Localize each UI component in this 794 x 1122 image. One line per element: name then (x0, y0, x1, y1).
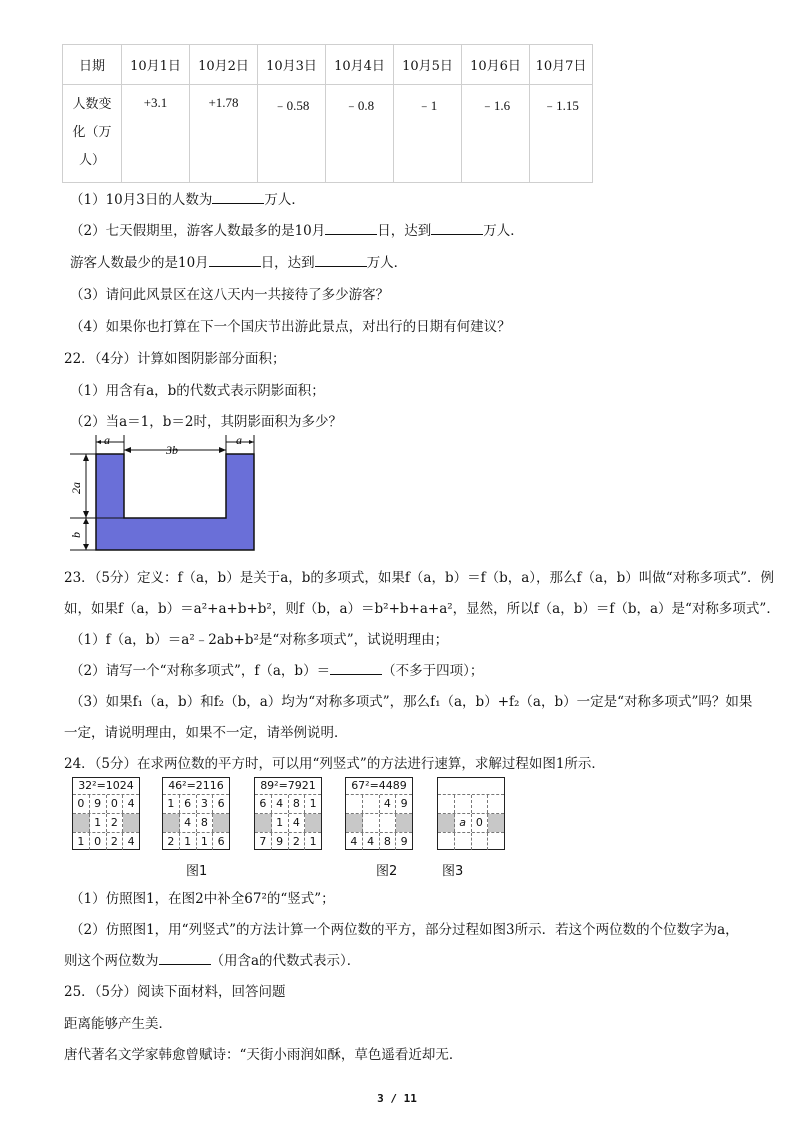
table-header: 10月5日 (394, 45, 462, 85)
grid-cell (472, 795, 489, 813)
grid-cell: 0 (107, 795, 124, 813)
q24-part2-cont (64, 949, 360, 969)
text: 则这个两位数为 (64, 953, 159, 969)
text: 日，达到 (260, 255, 315, 271)
grid-cell: 1 (309, 835, 317, 848)
answer-blank (212, 189, 264, 204)
table-cell: +1.78 (190, 85, 258, 183)
visitor-change-table (62, 44, 593, 183)
row-label-line: 人） (78, 153, 105, 168)
grid-cell: 8 (197, 814, 214, 832)
q22-title: 22．（4分）计算如图阴影部分面积； (64, 351, 286, 367)
text: （1）10月3日的人数为 (70, 192, 213, 208)
grid-row (73, 833, 139, 850)
grid-title: 32²=1024 (73, 778, 139, 795)
label-a-left: a (104, 433, 110, 447)
grid-cell: 0 (90, 833, 107, 850)
answer-blank (159, 950, 211, 965)
grid-cell: 1 (309, 797, 317, 810)
q23-line1: 23．（5分）定义：f（a，b）是关于a，b的多项式，如果f（a，b）＝f（b，a），那么f（a，b）叫做“对称多项式”．例 (64, 570, 775, 586)
table-header: 日期 (63, 45, 122, 85)
text: 日，达到 (377, 223, 432, 239)
text: （2）七天假期里，游客人数最多的是10月 (70, 223, 326, 239)
grid-cell: 4 (363, 833, 380, 850)
q22-part1: （1）用含有a，b的代数式表示阴影面积； (70, 383, 325, 399)
label-3b: 3b (166, 443, 178, 457)
table-header: 10月1日 (122, 45, 190, 85)
text: 万人． (264, 192, 305, 208)
q21-part2 (70, 219, 524, 239)
grid-cell (438, 795, 455, 813)
grid-cell: 7 (255, 833, 272, 850)
q25-line1: 距离能够产生美． (64, 1016, 172, 1032)
grid-cell (396, 814, 412, 832)
grid-cell: 4 (180, 814, 197, 832)
table-cell: ﹣0.8 (326, 85, 394, 183)
grid-row (73, 795, 139, 814)
text: 游客人数最少的是10月 (70, 255, 209, 271)
answer-blank (315, 252, 367, 267)
answer-blank (330, 660, 382, 675)
grid-title (438, 778, 504, 795)
vertical-grid (254, 777, 322, 850)
q22-part2: （2）当a＝1，b＝2时，其阴影面积为多少？ (70, 414, 342, 430)
grid-cell: 3 (197, 795, 214, 813)
grid-cell: 1 (197, 833, 214, 850)
vertical-grid (437, 777, 505, 850)
grid-cell: 1 (180, 833, 197, 850)
grid-cell: 0 (73, 795, 90, 813)
grid-cell: 4 (380, 795, 397, 813)
row-label-line: 化（万 (72, 125, 112, 140)
grid-cell (305, 814, 321, 832)
grid-cell (472, 833, 489, 850)
grid-cell (346, 814, 363, 832)
label-a-right: a (236, 433, 242, 447)
grid-cell: 1 (90, 814, 107, 832)
grid-cell: 2 (163, 833, 180, 850)
answer-blank (325, 220, 377, 235)
grid-cell (488, 795, 504, 813)
grid-cell: 4 (127, 797, 135, 810)
vertical-grid (345, 777, 413, 850)
q21-part4: （4）如果你也打算在下一个国庆节出游此景点，对出行的日期有何建议？ (70, 319, 511, 335)
row-label-line: 人数变 (72, 97, 112, 112)
q23-line2: 如，如果f（a，b）＝a²+a+b+b²，则f（b，a）＝b²+b+a+a²，显然，所以f（a，b）＝f（b，a）是“对称多项式”． (64, 601, 780, 617)
table-header: 10月2日 (190, 45, 258, 85)
table-cell: ﹣1 (394, 85, 462, 183)
grid-row (163, 795, 229, 814)
grid-title: 89²=7921 (255, 778, 321, 795)
grid-cell: 6 (217, 797, 225, 810)
vertical-grid (162, 777, 230, 850)
answer-blank (209, 252, 261, 267)
grid-cell (123, 814, 139, 832)
grid-cell (255, 814, 272, 832)
grid-cell: 9 (400, 797, 408, 810)
grid-row (346, 833, 412, 850)
grid-cell: 8 (289, 795, 306, 813)
grid-row (438, 814, 504, 833)
grid-cell: 4 (346, 833, 363, 850)
q23-part2 (70, 659, 483, 679)
text: （2）请写一个“对称多项式”，f（a，b）＝ (70, 663, 331, 679)
q24-part2: （2）仿照图1，用“列竖式”的方法计算一个两位数的平方，部分过程如图3所示．若这个两位数的个位数字为a， (70, 922, 739, 938)
grid-cell: 6 (217, 835, 225, 848)
q24-title: 24．（5分）在求两位数的平方时，可以用“列竖式”的方法进行速算，求解过程如图1所示． (64, 756, 605, 772)
grid-cell: 8 (380, 833, 397, 850)
grid-cell: 9 (90, 795, 107, 813)
grid-cell: a (455, 814, 472, 832)
grid-cell: 1 (73, 833, 90, 850)
grid-cell: 6 (180, 795, 197, 813)
grid-cell (213, 814, 229, 832)
answer-blank (431, 220, 483, 235)
text: （不多于四项）； (382, 663, 484, 679)
text: 万人． (483, 223, 524, 239)
grid-cell: 1 (272, 814, 289, 832)
grid-cell (363, 814, 380, 832)
text: （用含a的代数式表示）． (210, 953, 361, 969)
shaded-region (96, 454, 254, 550)
table-header: 10月3日 (258, 45, 326, 85)
q24-part1: （1）仿照图1，在图2中补全67²的“竖式”； (70, 891, 335, 907)
q23-part3: （3）如果f₁（a，b）和f₂（b，a）均为“对称多项式”，那么f₁（a，b）+f₂（a，b）一定是“对称多项式”吗？如果 (70, 694, 753, 710)
q21-part1 (70, 188, 305, 208)
grid-row (163, 833, 229, 850)
q23-part3-cont: 一定，请说明理由，如果不一定，请举例说明． (64, 725, 348, 741)
label-2a: 2a (69, 482, 83, 494)
grid-cell (346, 795, 363, 813)
grid-cell: 6 (255, 795, 272, 813)
grid-title: 46²=2116 (163, 778, 229, 795)
q21-part3: （3）请问此风景区在这八天内一共接待了多少游客？ (70, 287, 390, 303)
grid-row (346, 814, 412, 833)
table-row-label (63, 85, 122, 183)
q25-line2: 唐代著名文学家韩愈曾赋诗：“天街小雨润如酥，草色遥看近却无． (64, 1047, 463, 1063)
text: 万人． (366, 255, 408, 271)
grid-row (255, 795, 321, 814)
grid-cell: 4 (127, 835, 135, 848)
grid-cell (438, 833, 455, 850)
grid-cell (488, 833, 504, 850)
grid-row (346, 795, 412, 814)
grid-row (438, 795, 504, 814)
figure-1-caption: 图1 (186, 864, 208, 879)
grid-cell (73, 814, 90, 832)
grid-title: 67²=4489 (346, 778, 412, 795)
vertical-grid (72, 777, 140, 850)
figure-3-caption: 图3 (442, 864, 464, 879)
grid-cell: 9 (272, 833, 289, 850)
table-header: 10月4日 (326, 45, 394, 85)
grid-cell (380, 814, 397, 832)
grid-row (163, 814, 229, 833)
table-cell: ﹣1.6 (462, 85, 530, 183)
table-cell: ﹣1.15 (530, 85, 593, 183)
figure-2-caption: 图2 (376, 864, 398, 879)
page-number: 3 / 11 (377, 1092, 417, 1105)
grid-cell (438, 814, 455, 832)
grid-cell (455, 795, 472, 813)
q25-title: 25．（5分）阅读下面材料，回答问题 (64, 984, 286, 1000)
grid-cell: 4 (272, 795, 289, 813)
table-cell: ﹣0.58 (258, 85, 326, 183)
grid-cell: 2 (289, 833, 306, 850)
grid-cell: 2 (107, 833, 124, 850)
grid-cell: 2 (107, 814, 124, 832)
grid-cell (363, 795, 380, 813)
label-b: b (69, 532, 83, 538)
grid-cell: 9 (400, 835, 408, 848)
grid-cell (455, 833, 472, 850)
grid-row (255, 814, 321, 833)
q23-part1: （1）f（a，b）＝a²﹣2ab+b²是“对称多项式”，试说明理由； (70, 632, 449, 648)
table-cell: +3.1 (122, 85, 190, 183)
grid-cell (488, 814, 504, 832)
table-header: 10月7日 (530, 45, 593, 85)
grid-row (73, 814, 139, 833)
grid-cell: 0 (472, 814, 489, 832)
grid-row (255, 833, 321, 850)
grid-row (438, 833, 504, 850)
grid-cell: 4 (289, 814, 306, 832)
grid-cell (163, 814, 180, 832)
table-header: 10月6日 (462, 45, 530, 85)
grid-cell: 1 (163, 795, 180, 813)
q22-figure (66, 432, 261, 554)
q21-part2-cont (70, 251, 407, 271)
